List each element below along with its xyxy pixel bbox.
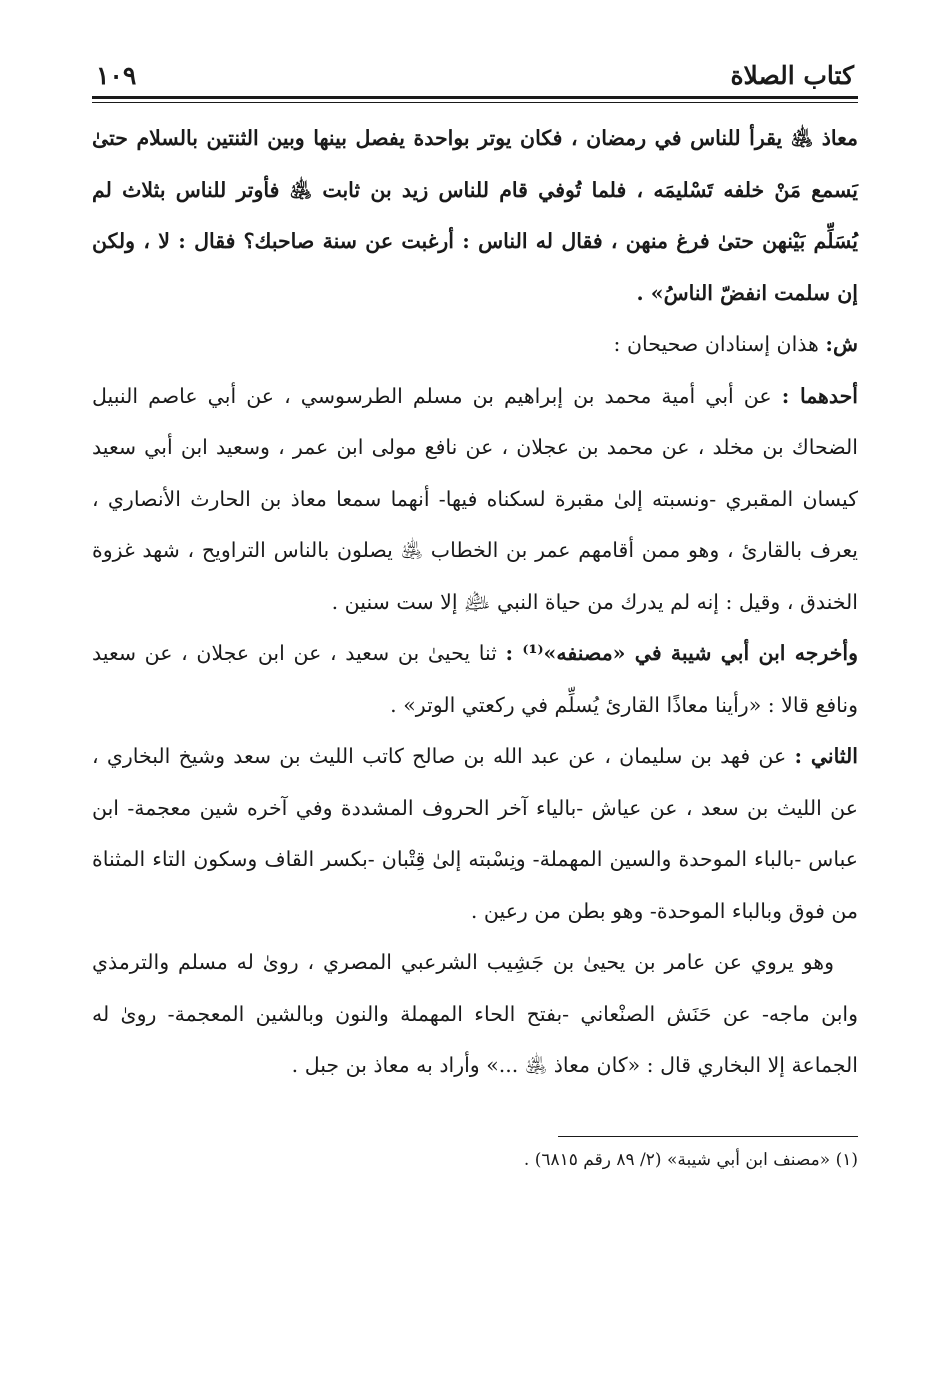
second-isnad-paragraph (92, 731, 858, 937)
second-isnad-text: عن فهد بن سليمان ، عن عبد الله بن صالح كاتب الليث بن سعد وشيخ البخاري ، عن الليث بن سعد ، عن عياش -بالياء آخر الحروف المشددة وفي آخره شين معجمة- ابن عباس -بالباء الموحدة والسين المهملة- ونِسْبته إلىٰ قِتْبان -بكسر القاف وسكون التاء المثناة من فوق وبالباء الموحدة- وهو بطن من رعين . (92, 744, 858, 923)
first-isnad-paragraph (92, 371, 858, 629)
page-body (92, 113, 858, 1092)
sharh-text: هذان إسنادان صحيحان : (613, 332, 819, 356)
hadith-text: معاذ ﵁ يقرأ للناس في رمضان ، فكان يوتر بواحدة يفصل بينها وبين الثنتين بالسلام حتىٰ يَسمع مَنْ خلفه تَسْليمَه ، فلما تُوفي قام للناس زيد بن ثابت ﵁ فأوتر للناس بثلاث لم يُسَلِّم بَيْنهن حتىٰ فرغ منهن ، فقال له الناس : أرغبت عن سنة صاحبك؟ فقال : لا ، ولكن إن سلمت انفضّ الناسُ» . (92, 126, 858, 305)
page-number: ١٠٩ (96, 61, 137, 90)
sharh-label: ش: (825, 332, 858, 356)
takhrij-text: ثنا يحيىٰ بن سعيد ، عن ابن عجلان ، عن سعيد ونافع قالا : «رأينا معاذًا القارئ يُسلِّم في ركعتي الوتر» . (92, 641, 858, 717)
narrator-paragraph: وهو يروي عن عامر بن يحيىٰ بن جَشِيب الشرعبي المصري ، روىٰ له مسلم والترمذي وابن ماجه- عن حَنَش الصنْعاني -بفتح الحاء المهملة والنون وبالشين المعجمة- روىٰ له الجماعة إلا البخاري قال : «كان معاذ ﵁ ...» وأراد به معاذ بن جبل . (92, 950, 858, 1077)
footnote: (١) «مصنف ابن أبي شيبة» (٢/ ٨٩ رقم ٦٨١٥) . (523, 1149, 858, 1170)
chapter-title: كتاب الصلاة (730, 61, 854, 90)
takhrij-paragraph (92, 628, 858, 731)
second-isnad-label: الثاني : (794, 744, 858, 768)
page-header (92, 50, 858, 94)
header-rule (92, 96, 858, 99)
first-isnad-label: أحدهما : (781, 383, 858, 408)
first-isnad-text: عن أبي أمية محمد بن إبراهيم بن مسلم الطرسوسي ، عن أبي عاصم النبيل الضحاك بن مخلد ، عن محمد بن عجلان ، عن نافع مولى ابن عمر ، وسعيد ابن أبي سعيد كيسان المقبري -ونسبته إلىٰ مقبرة لسكناه فيها- أنهما سمعا معاذ بن الحارث الأنصاري ، يعرف بالقارئ ، وهو ممن أقامهم عمر بن الخطاب ﵁ يصلون بالناس التراويح ، شهد غزوة الخندق ، وقيل : إنه لم يدرك من حياة النبي ﵇ إلا ست سنين . (92, 383, 858, 614)
footnote-separator (558, 1136, 858, 1137)
sharh-paragraph (92, 319, 858, 371)
takhrij-label: وأخرجه ابن أبي شيبة في «مصنفه»⁽¹⁾ : (505, 641, 859, 665)
header-rule-thin (92, 102, 858, 103)
